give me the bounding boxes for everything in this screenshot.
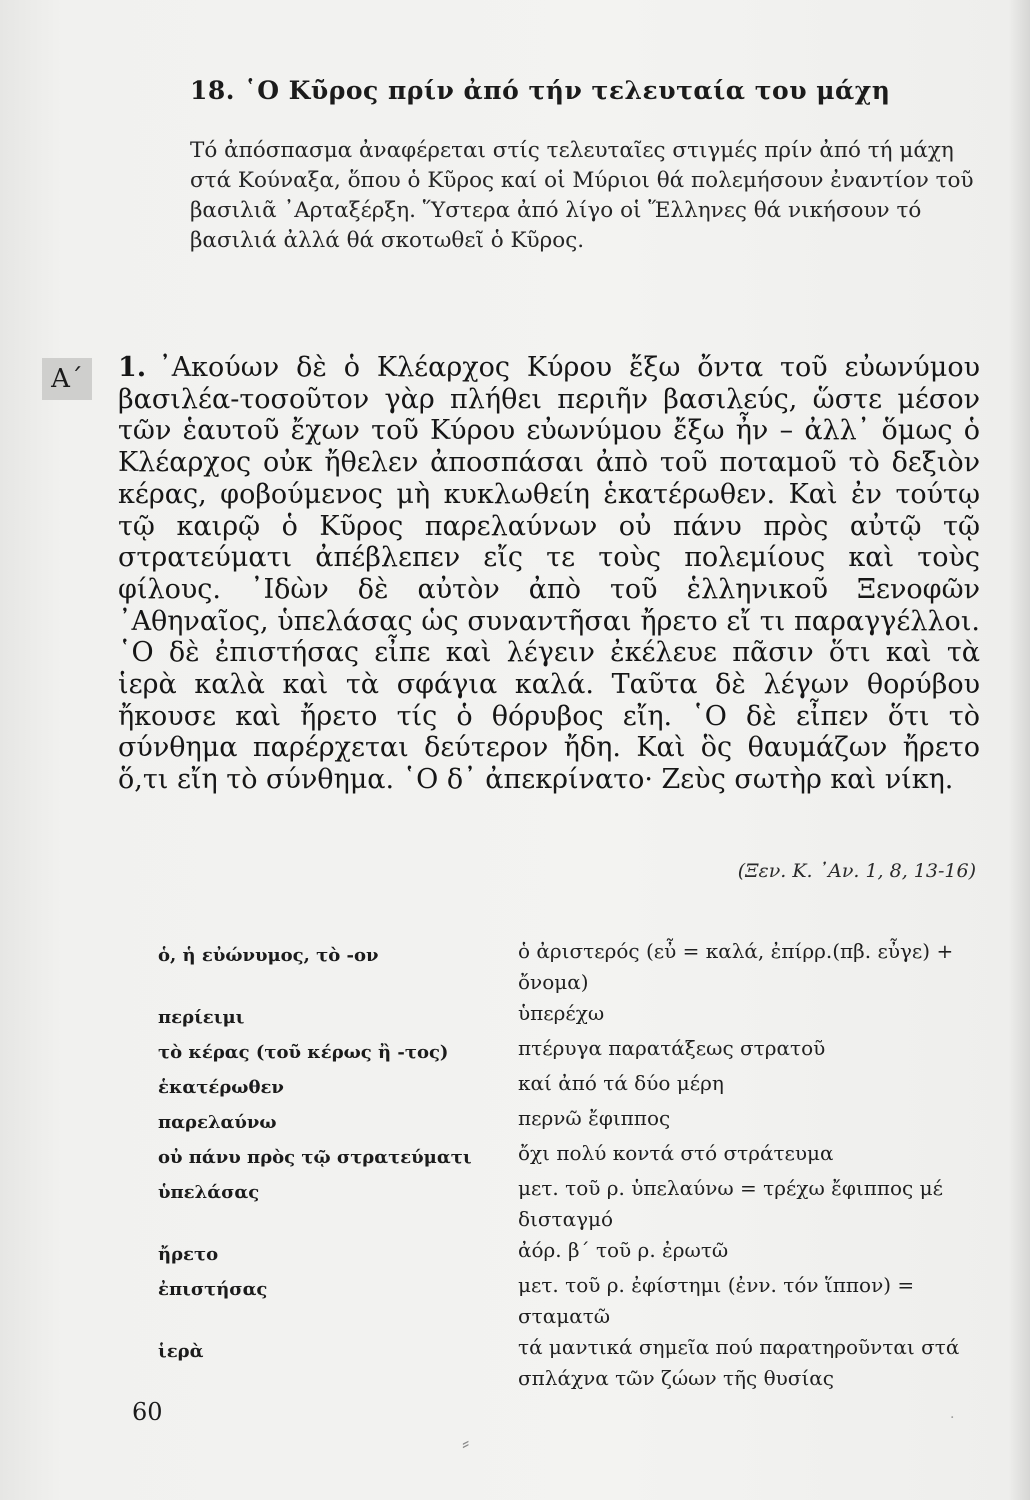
glossary-row [158,1138,988,1173]
glossary-definition: πτέρυγα παρατάξεως στρατοῦ [518,1036,826,1060]
glossary-row [158,998,988,1033]
glossary-term: ἤρετο [158,1244,219,1265]
source-citation: (Ξεν. Κ. ᾿Αν. 1, 8, 13-16) [737,860,976,882]
page-number: 60 [132,1398,163,1426]
glossary-row [158,1033,988,1068]
glossary-term: οὐ πάνυ πρὸς τῷ στρατεύματι [158,1147,472,1168]
glossary-definition: ἀόρ. β΄ τοῦ ρ. ἐρωτῶ [518,1238,729,1262]
glossary-term: ὑπελάσας [158,1182,260,1203]
glossary-definition: ὑπερέχω [518,1001,605,1025]
passage-number: 1. [118,352,147,383]
glossary-definition: μετ. τοῦ ρ. ὑπελαύνω = τρέχω ἔφιππος μέ δισταγμό [518,1176,943,1231]
intro-paragraph [190,136,980,256]
glossary-row [158,1068,988,1103]
glossary-term: τὸ κέρας (τοῦ κέρως ἢ -τος) [158,1042,449,1063]
glossary-term: περίειμι [158,1007,245,1028]
ancient-greek-passage [118,352,980,796]
glossary-term: ἑκατέρωθεν [158,1077,284,1098]
glossary-definition: ὁ ἀριστερός (εὖ = καλά, ἐπίρρ.(πβ. εὖγε) + ὄνομα) [518,939,954,994]
section-label: Α΄ [42,358,92,400]
glossary-definition: μετ. τοῦ ρ. ἐφίστημι (ἐνν. τόν ἵππον) = σταματῶ [518,1273,915,1328]
glossary-term: ἱερὰ [158,1341,204,1362]
passage-text: ᾿Ακούων δὲ ὁ Κλέαρχος Κύρου ἔξω ὄντα τοῦ εὐωνύμου βασιλέα-τοσοῦτον γὰρ πλήθει περιῆν βασιλεύς, ὥστε μέσον τῶν ἑαυτοῦ ἔχων τοῦ Κύρου εὐωνύμου ἔξω ἦν – ἀλλ᾿ ὅμως ὁ Κλέαρχος οὐκ ἤθελεν ἀποσπάσαι ἀπὸ τοῦ ποταμοῦ τὸ δεξιὸν κέρας, φοβούμενος μὴ κυκλωθείη ἑκατέρωθεν. Καὶ ἐν τούτῳ τῷ καιρῷ ὁ Κῦρος παρελαύνων οὐ πάνυ πρὸς αὐτῷ τῷ στρατεύματι ἀπέβλεπεν εἴς τε τοὺς πολεμίους καὶ τοὺς φίλους. ᾿Ιδὼν δὲ αὐτὸν ἀπὸ τοῦ ἑλληνικοῦ Ξενοφῶν ᾿Αθηναῖος, ὑπελάσας ὡς συναντῆσαι ἤρετο εἴ τι παραγγέλλοι. ῾Ο δὲ ἐπιστήσας εἶπε καὶ λέγειν ἐκέλευε πᾶσιν ὅτι καὶ τὰ ἱερὰ καλὰ καὶ τὰ σφάγια καλά. Ταῦτα δὲ λέγων θορύβου ἤκουσε καὶ ἤρετο τίς ὁ θόρυβος εἴη. ῾Ο δὲ εἶπεν ὅτι τὸ σύνθημα παρέρχεται δεύτερον ἤδη. Καὶ ὃς θαυμάζων ἤρετο ὅ,τι εἴη τὸ σύνθημα. ῾Ο δ᾿ ἀπεκρίνατο· Ζεὺς σωτὴρ καὶ νίκη. [118,352,980,796]
glossary-row [158,1173,988,1235]
glossary-row [158,1270,988,1332]
glossary-definition: ὄχι πολύ κοντά στό στράτευμα [518,1141,834,1165]
glossary-definition: τά μαντικά σημεῖα πού παρατηροῦνται στά σπλάχνα τῶν ζώων τῆς θυσίας [518,1335,960,1390]
intro-text: Τό ἀπόσπασμα ἀναφέρεται στίς τελευταῖες στιγμές πρίν ἀπό τή μάχη στά Κούναξα, ὅπου ὁ Κῦρος καί οἱ Μύριοι θά πολεμήσουν ἐναντίον τοῦ βασιλιᾶ ᾿Αρταξέρξη. Ὕστερα ἀπό λίγο οἱ Ἕλληνες θά νικήσουν τό βασιλιά ἀλλά θά σκοτωθεῖ ὁ Κῦρος. [190,138,974,253]
glossary-term: παρελαύνω [158,1112,277,1133]
glossary-row [158,1332,988,1394]
glossary-definition: καί ἀπό τά δύο μέρη [518,1071,724,1095]
chapter-title: 18. ῾Ο Κῦρος πρίν ἀπό τήν τελευταία του μάχη [190,76,891,105]
scan-dot-icon: · [950,1410,955,1426]
scan-mark-icon: ⸗ [462,1431,470,1456]
glossary-term: ὁ, ἡ εὐώνυμος, τὸ -ον [158,945,379,966]
page-edge-shadow [1008,0,1030,1500]
glossary-term: ἐπιστήσας [158,1279,268,1300]
glossary [158,936,988,1394]
glossary-row [158,1235,988,1270]
glossary-row [158,936,988,998]
glossary-definition: περνῶ ἔφιππος [518,1106,671,1130]
glossary-row [158,1103,988,1138]
